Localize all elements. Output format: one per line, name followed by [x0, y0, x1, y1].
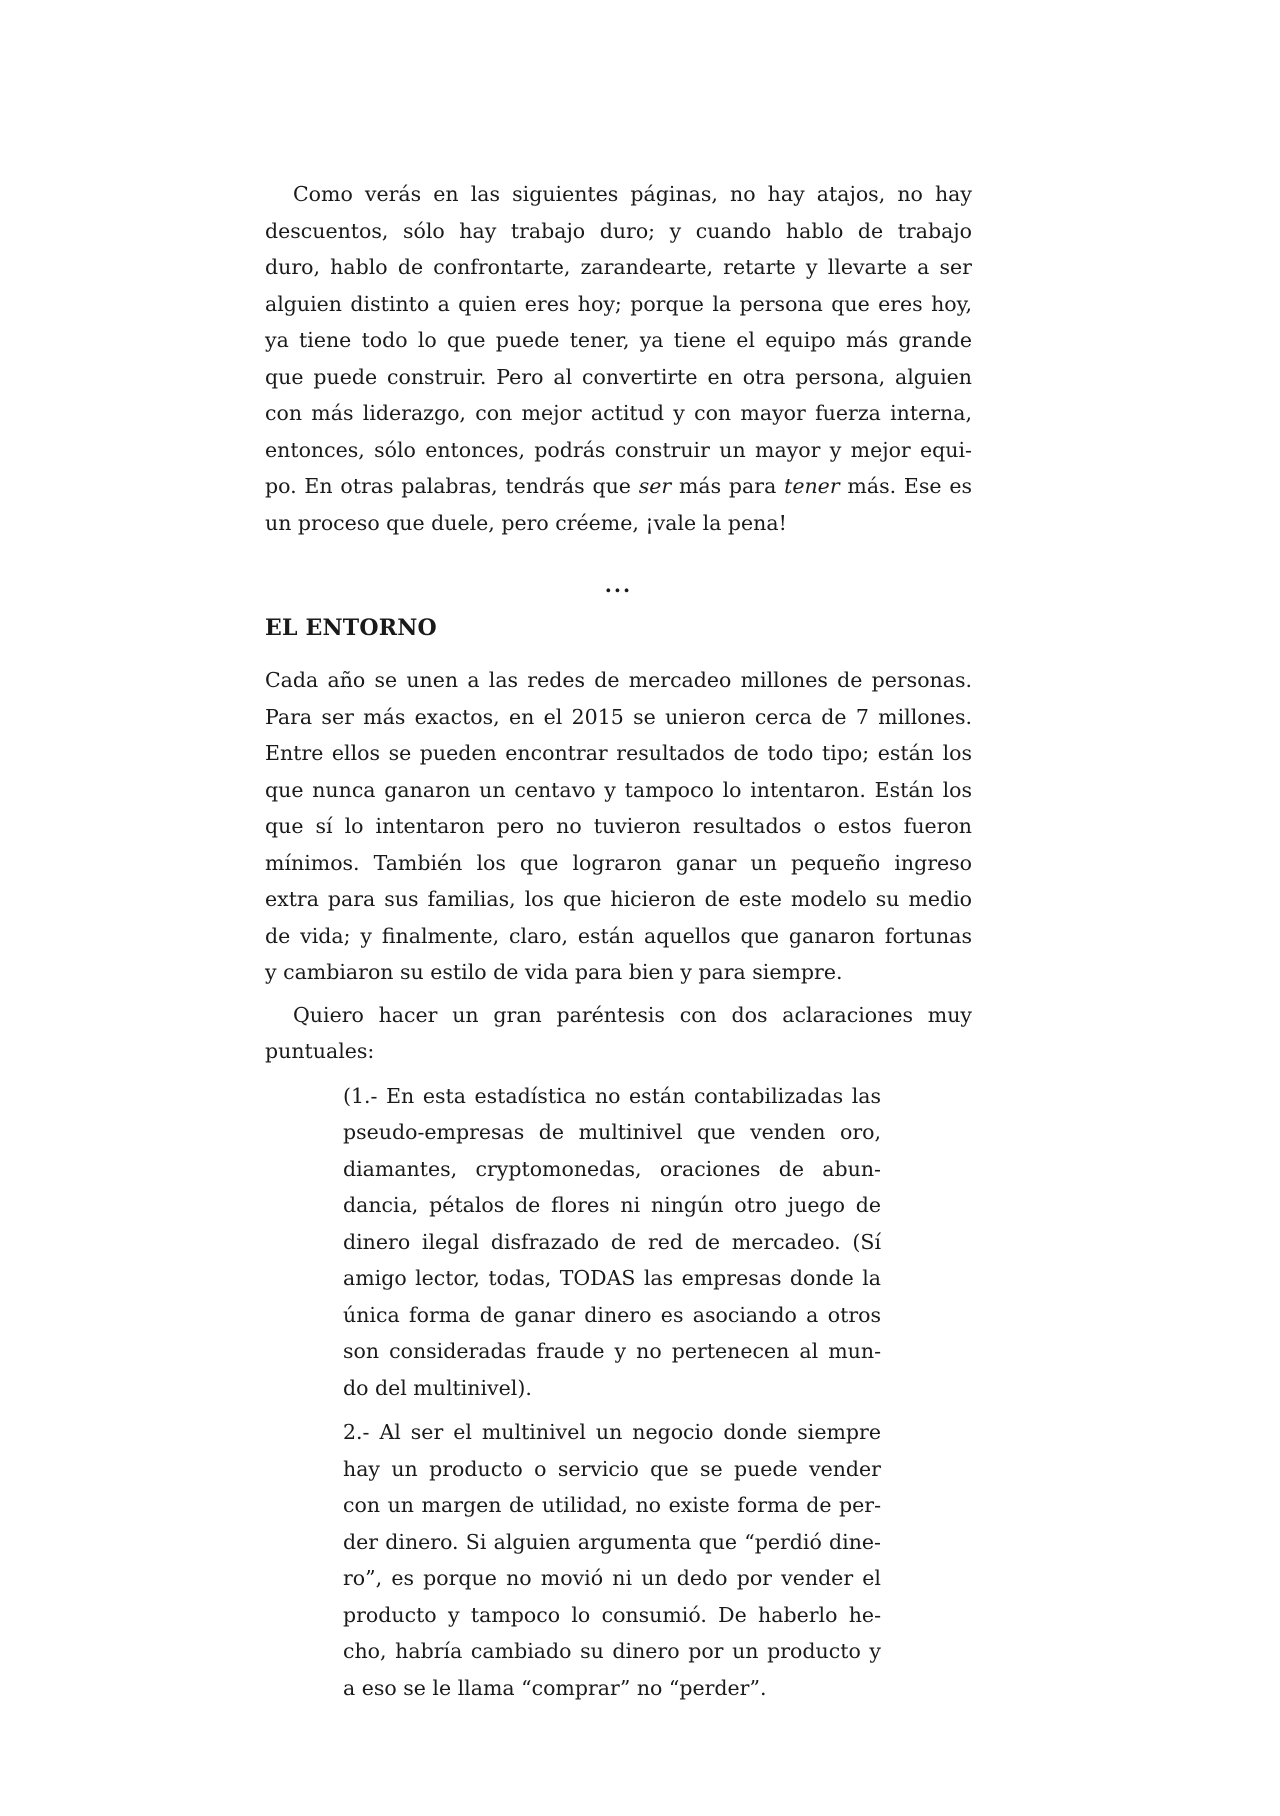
text-line: ro”, es porque no movió ni un dedo por vender el [343, 1566, 881, 1590]
text-line [265, 468, 972, 505]
text-segment: más para [671, 474, 785, 498]
text-line: entonces, sólo entonces, podrás construir un mayor y mejor equi- [265, 437, 972, 462]
text-column [265, 0, 972, 1706]
text-line: producto y tampoco lo consumió. De haberlo he- [343, 1602, 881, 1627]
text-segment: po. En otras palabras, tendrás que [265, 474, 639, 498]
text-line: amigo lector, todas, TODAS las empresas donde la [343, 1266, 881, 1290]
text-line: der dinero. Si alguien argumenta que “perdió dine- [343, 1529, 881, 1554]
text-line: Quiero hacer un gran paréntesis con dos aclaraciones muy [293, 1002, 972, 1027]
text-line: Cada año se unen a las redes de mercadeo millones de personas. [265, 668, 972, 692]
text-line: do del multinivel). [343, 1375, 532, 1400]
text-line: pseudo-empresas de multinivel que venden oro, [343, 1120, 881, 1144]
text-line: puntuales: [265, 1039, 375, 1063]
text-line: que puede construir. Pero al convertirte en otra persona, alguien [265, 364, 972, 389]
note-paragraph-2 [343, 1414, 881, 1706]
text-line: Para ser más exactos, en el 2015 se unieron cerca de 7 millones. [265, 704, 972, 729]
text-line: extra para sus familias, los que hicieron de este modelo su medio [265, 887, 972, 911]
text-line: un proceso que duele, pero créeme, ¡vale la pena! [265, 510, 787, 535]
text-line: mínimos. También los que lograron ganar un pequeño ingreso [265, 850, 972, 875]
text-line: descuentos, sólo hay trabajo duro; y cuando hablo de trabajo [265, 218, 972, 243]
text-line: 2.- Al ser el multinivel un negocio donde siempre [343, 1420, 881, 1444]
text-line: diamantes, cryptomonedas, oraciones de abun- [343, 1156, 881, 1181]
italic-text: ser [638, 474, 672, 498]
text-line: que nunca ganaron un centavo y tampoco lo intentaron. Están los [265, 777, 972, 802]
text-line: alguien distinto a quien eres hoy; porque la persona que eres hoy, [265, 291, 972, 316]
text-line: duro, hablo de confrontarte, zarandearte, retarte y llevarte a ser [265, 255, 972, 279]
text-line: con más liderazgo, con mejor actitud y con mayor fuerza interna, [265, 401, 972, 425]
text-line: ya tiene todo lo que puede tener, ya tiene el equipo más grande [265, 328, 972, 352]
text-segment: más. Ese es [839, 474, 972, 498]
text-line: y cambiaron su estilo de vida para bien y para siempre. [265, 960, 843, 984]
note-paragraph-1 [343, 1078, 881, 1407]
text-line: dancia, pétalos de flores ni ningún otro juego de [343, 1193, 881, 1217]
section-heading: EL ENTORNO [265, 614, 437, 641]
text-line: cho, habría cambiado su dinero por un producto y [343, 1639, 881, 1663]
italic-text: tener [784, 474, 840, 498]
text-line: con un margen de utilidad, no existe forma de per- [343, 1493, 881, 1517]
text-line: de vida; y finalmente, claro, están aquellos que ganaron fortunas [265, 923, 972, 948]
paragraph-el-entorno [265, 662, 972, 991]
text-line: única forma de ganar dinero es asociando a otros [343, 1302, 881, 1327]
paragraph-intro [265, 176, 972, 541]
text-line: a eso se le llama “comprar” no “perder”. [343, 1675, 767, 1700]
paragraph-parentesis [265, 997, 972, 1070]
text-line: (1.- En esta estadística no están contabilizadas las [343, 1083, 881, 1108]
text-line: son consideradas fraude y no pertenecen al mun- [343, 1339, 881, 1363]
text-line: dinero ilegal disfrazado de red de mercadeo. (Sí [343, 1229, 881, 1254]
section-separator-dots: ... [604, 573, 633, 597]
text-line: hay un producto o servicio que se puede vender [343, 1456, 881, 1481]
text-line: Entre ellos se pueden encontrar resultados de todo tipo; están los [265, 741, 972, 765]
text-line: que sí lo intentaron pero no tuvieron resultados o estos fueron [265, 814, 972, 838]
text-line: Como verás en las siguientes páginas, no hay atajos, no hay [293, 182, 972, 206]
